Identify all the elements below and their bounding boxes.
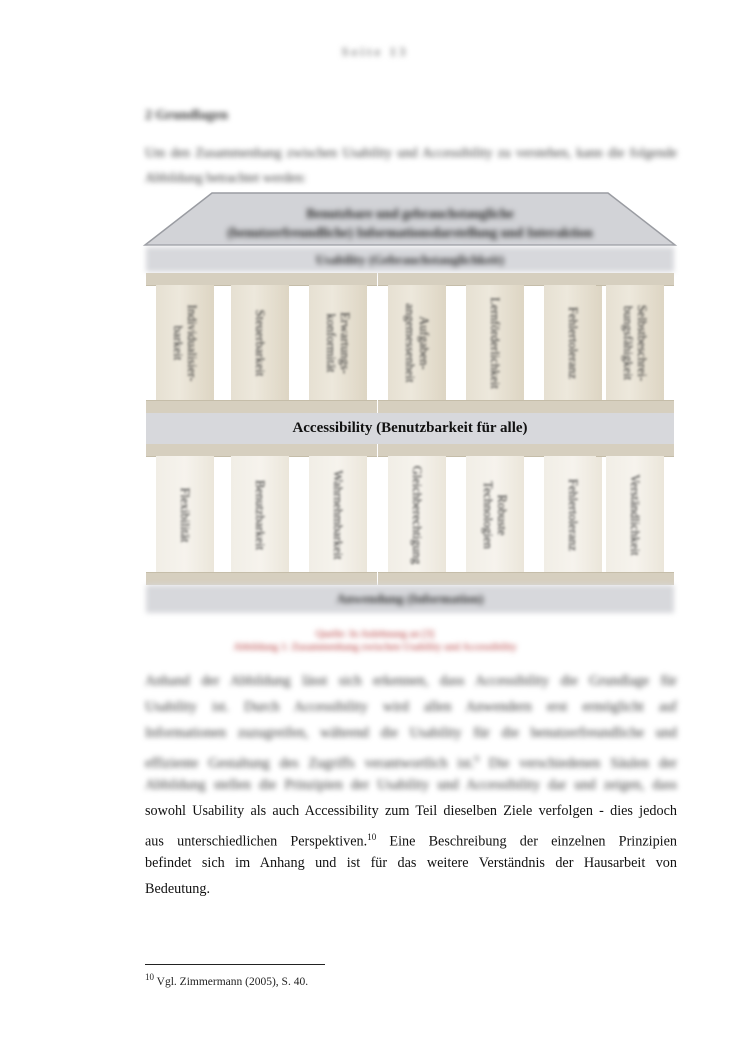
accessibility-band: Accessibility (Benutzbarkeit für alle) <box>146 413 674 444</box>
accessibility-pillar <box>221 444 299 585</box>
paragraph-line <box>145 824 677 850</box>
footnote-separator <box>145 964 325 965</box>
pillar-label: Steuerbarkeit <box>253 309 267 377</box>
accessibility-pillars <box>146 444 674 585</box>
intro-paragraph: Um den Zusammenhang zwischen Usability und Accessibility zu verstehen, kann die folgende Abbildung betrachtet werden: <box>145 145 677 185</box>
usability-pillar <box>456 273 534 413</box>
accessibility-pillar <box>378 444 456 585</box>
paragraph-line: Anhand der Abbildung lässt sich erkennen, dass Accessibility die Grundlage für <box>145 673 677 689</box>
section-heading: 2 Grundlagen <box>145 108 228 123</box>
pillar-label: Individualisier- barkeit <box>171 304 199 382</box>
paragraph-line <box>145 746 677 772</box>
accessibility-pillar <box>299 444 377 585</box>
footnote-ref: 9 <box>474 754 479 764</box>
footnote-number: 10 <box>145 972 154 982</box>
roof-title-line-2: (benutzerfreundliche) Informationsdarstellung und Interaktion <box>227 225 593 240</box>
pillar-label: Aufgaben- angemessenheit <box>403 303 431 383</box>
foundation-band: Anwendung (Information) <box>146 585 674 613</box>
pillar-label: Verständlichkeit <box>628 473 642 556</box>
accessibility-pillar <box>596 444 674 585</box>
usability-band: Usability (Gebrauchstauglichkeit) <box>146 247 674 272</box>
figure-caption <box>0 628 750 654</box>
body-paragraph <box>145 668 677 902</box>
paragraph-line: befindet sich im Anhang und ist für das weitere Verständnis der Hausarbeit von <box>145 855 677 871</box>
temple-diagram <box>0 192 750 617</box>
usability-pillar <box>299 273 377 413</box>
pillar-label: Fehlertoleranz <box>566 306 580 380</box>
caption-title: Abbildung 1: Zusammenhang zwischen Usability und Accessibility <box>233 642 517 653</box>
paragraph-line: Abbildung stellen die Prinzipien der Usability und Accessibility dar und zeigen, dass <box>145 777 677 793</box>
footnote-text: Vgl. Zimmermann (2005), S. 40. <box>154 975 309 988</box>
pillar-label: Gleichberechtigung <box>410 465 424 564</box>
pillar-label: Fehlertoleranz <box>566 478 580 551</box>
page-number: Seite 13 <box>341 44 409 59</box>
paragraph-line: Usability ist. Durch Accessibility wird allen Anwendern erst ermöglicht auf <box>145 699 677 715</box>
paragraph-line: sowohl Usability als auch Accessibility zum Teil dieselben Ziele verfolgen - dies jedoch <box>145 803 677 819</box>
accessibility-pillar <box>146 444 224 585</box>
caption-source: Quelle: In Anlehnung an [3] <box>315 629 435 640</box>
pillar-label: Wahrnehmbarkeit <box>331 469 345 560</box>
paragraph-text: effiziente Gestaltung des Zugriffs verantwortlich ist. <box>145 755 475 772</box>
footnote <box>145 972 308 988</box>
pillar-label: Robuste Technologien <box>481 480 509 549</box>
pillar-label: Benutzbarkeit <box>253 479 267 550</box>
footnote-ref: 10 <box>367 832 377 842</box>
paragraph-text: Die verschiedenen Säulen der <box>478 755 677 772</box>
paragraph-line: Informationen zuzugreifen, während die Usability für die benutzerfreundliche und <box>145 725 677 741</box>
pillar-label: Flexibilität <box>178 487 192 542</box>
usability-pillar <box>596 273 674 413</box>
usability-pillar <box>378 273 456 413</box>
usability-pillars <box>146 273 674 413</box>
usability-pillar <box>221 273 299 413</box>
paragraph-text: Eine Beschreibung der einzelnen Prinzipien <box>376 833 677 850</box>
roof-title <box>150 204 670 242</box>
usability-pillar <box>146 273 224 413</box>
paragraph-text: aus unterschiedlichen Perspektiven. <box>145 833 368 850</box>
pillar-label: Selbstbeschrei- bungsfähigkeit <box>621 304 649 382</box>
roof-title-line-1: Benutzbare und gebrauchstaugliche <box>306 206 514 221</box>
accessibility-pillar <box>456 444 534 585</box>
paragraph-line: Bedeutung. <box>145 881 211 897</box>
pillar-label: Erwartungs- konformität <box>324 312 352 374</box>
pillar-label: Lernförderlichkeit <box>488 297 502 389</box>
